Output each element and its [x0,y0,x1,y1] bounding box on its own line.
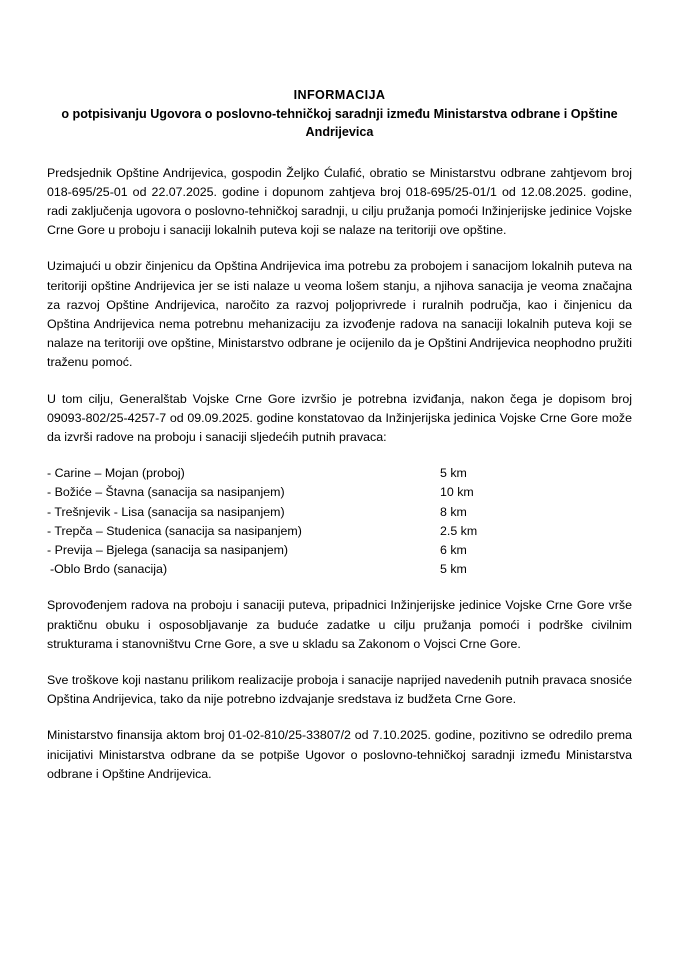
road-segment-name: -Oblo Brdo (sanacija) [50,562,168,577]
road-segment-distance: 8 km [440,504,467,519]
paragraph-training: Sprovođenjem radova na proboju i sanaciji puteva, pripadnici Inžinjerijske jedinice Vojske Crne Gore vrše praktičnu obuku i osposobljavanje za buduće zadatke u cilju pružanja pomoći i podrške civilnim strukturama i stanovništvu Crne Gore, a sve u skladu sa Zakonom o Vojsci Crne Gore. [47,598,632,651]
road-segment-name: - Trepča – Studenica (sanacija sa nasipanjem) [47,523,302,538]
document-heading [47,86,632,142]
road-segment-row [47,560,632,579]
document-title: INFORMACIJA [293,88,386,102]
paragraph-costs: Sve troškove koji nastanu prilikom realizacije proboja i sanacije naprijed navedenih putnih pravaca snosiće Opština Andrijevica, tako da nije potrebno izdvajanje sredstava iz budžeta Crne Gore. [47,672,632,707]
road-segment-distance: 10 km [440,485,474,500]
road-segment-name: - Trešnjevik - Lisa (sanacija sa nasipanjem) [47,504,285,519]
road-segment-row [47,483,632,502]
road-segment-distance: 2.5 km [440,523,478,538]
paragraph-reconnaissance: U tom cilju, Generalštab Vojske Crne Gore izvršio je potrebna izviđanja, nakon čega je dopisom broj 09093-802/25-4257-7 od 09.09.2025. godine konstatovao da Inžinjerijska jedinica Vojske Crne Gore može da izvrši radove na proboju i sanaciji sljedećih putnih pravaca: [47,391,632,444]
road-segment-name: - Božiće – Štavna (sanacija sa nasipanjem) [47,485,285,500]
road-segment-row [47,522,632,541]
road-segment-row [47,541,632,560]
paragraph-finance-ministry: Ministarstvo finansija aktom broj 01-02-810/25-33807/2 od 7.10.2025. godine, pozitivno se odredilo prema inicijativi Ministarstva odbrane da se potpiše Ugovor o poslovno-tehničkoj saradnji između Ministarstva odbrane i Opštine Andrijevica. [47,728,632,781]
paragraph-request: Predsjednik Opštine Andrijevica, gospodin Željko Ćulafić, obratio se Ministarstvu odbrane zahtjevom broj 018-695/25-01 od 22.07.2025. godine i dopunom zahtjeva broj 018-695/25-01/1 od 12.08.2025. godine, radi zaključenja ugovora o poslovno-tehničkoj saradnji, u cilju pružanja pomoći Inžinjerijske jedinice Vojske Crne Gore u proboju i sanaciji lokalnih puteva koji se nalaze na teritoriji ove opštine. [47,165,632,238]
road-segment-name: - Previja – Bjelega (sanacija sa nasipanjem) [47,542,289,557]
road-segment-row [47,464,632,483]
document-subtitle: o potpisivanju Ugovora o poslovno-tehničkoj saradnji između Ministarstva odbrane i Opštine Andrijevica [61,106,618,139]
road-segment-distance: 5 km [440,562,467,577]
document-content [47,86,632,784]
road-segments-list [47,464,632,579]
paragraph-justification: Uzimajući u obzir činjenicu da Opština Andrijevica ima potrebu za probojem i sanacijom lokalnih puteva na teritoriji opštine Andrijevica jer se isti nalaze u veoma lošem stanju, a njihova sanacija je veoma značajna za razvoj Opštine Andrijevica, naročito za razvoj poljoprivrede i ruralnih područja, kao i činjenicu da Opština Andrijevica nema potrebnu mehanizaciju za izvođenje radova na sanaciji lokalnih puteva koji se nalaze na teritoriji ove opštine, Ministarstvo odbrane je ocijenilo da je Opštini Andrijevica neophodno pružiti traženu pomoć. [47,259,632,370]
road-segment-name: - Carine – Mojan (proboj) [47,466,185,481]
road-segment-distance: 6 km [440,542,467,557]
road-segment-distance: 5 km [440,466,467,481]
road-segment-row [47,503,632,522]
